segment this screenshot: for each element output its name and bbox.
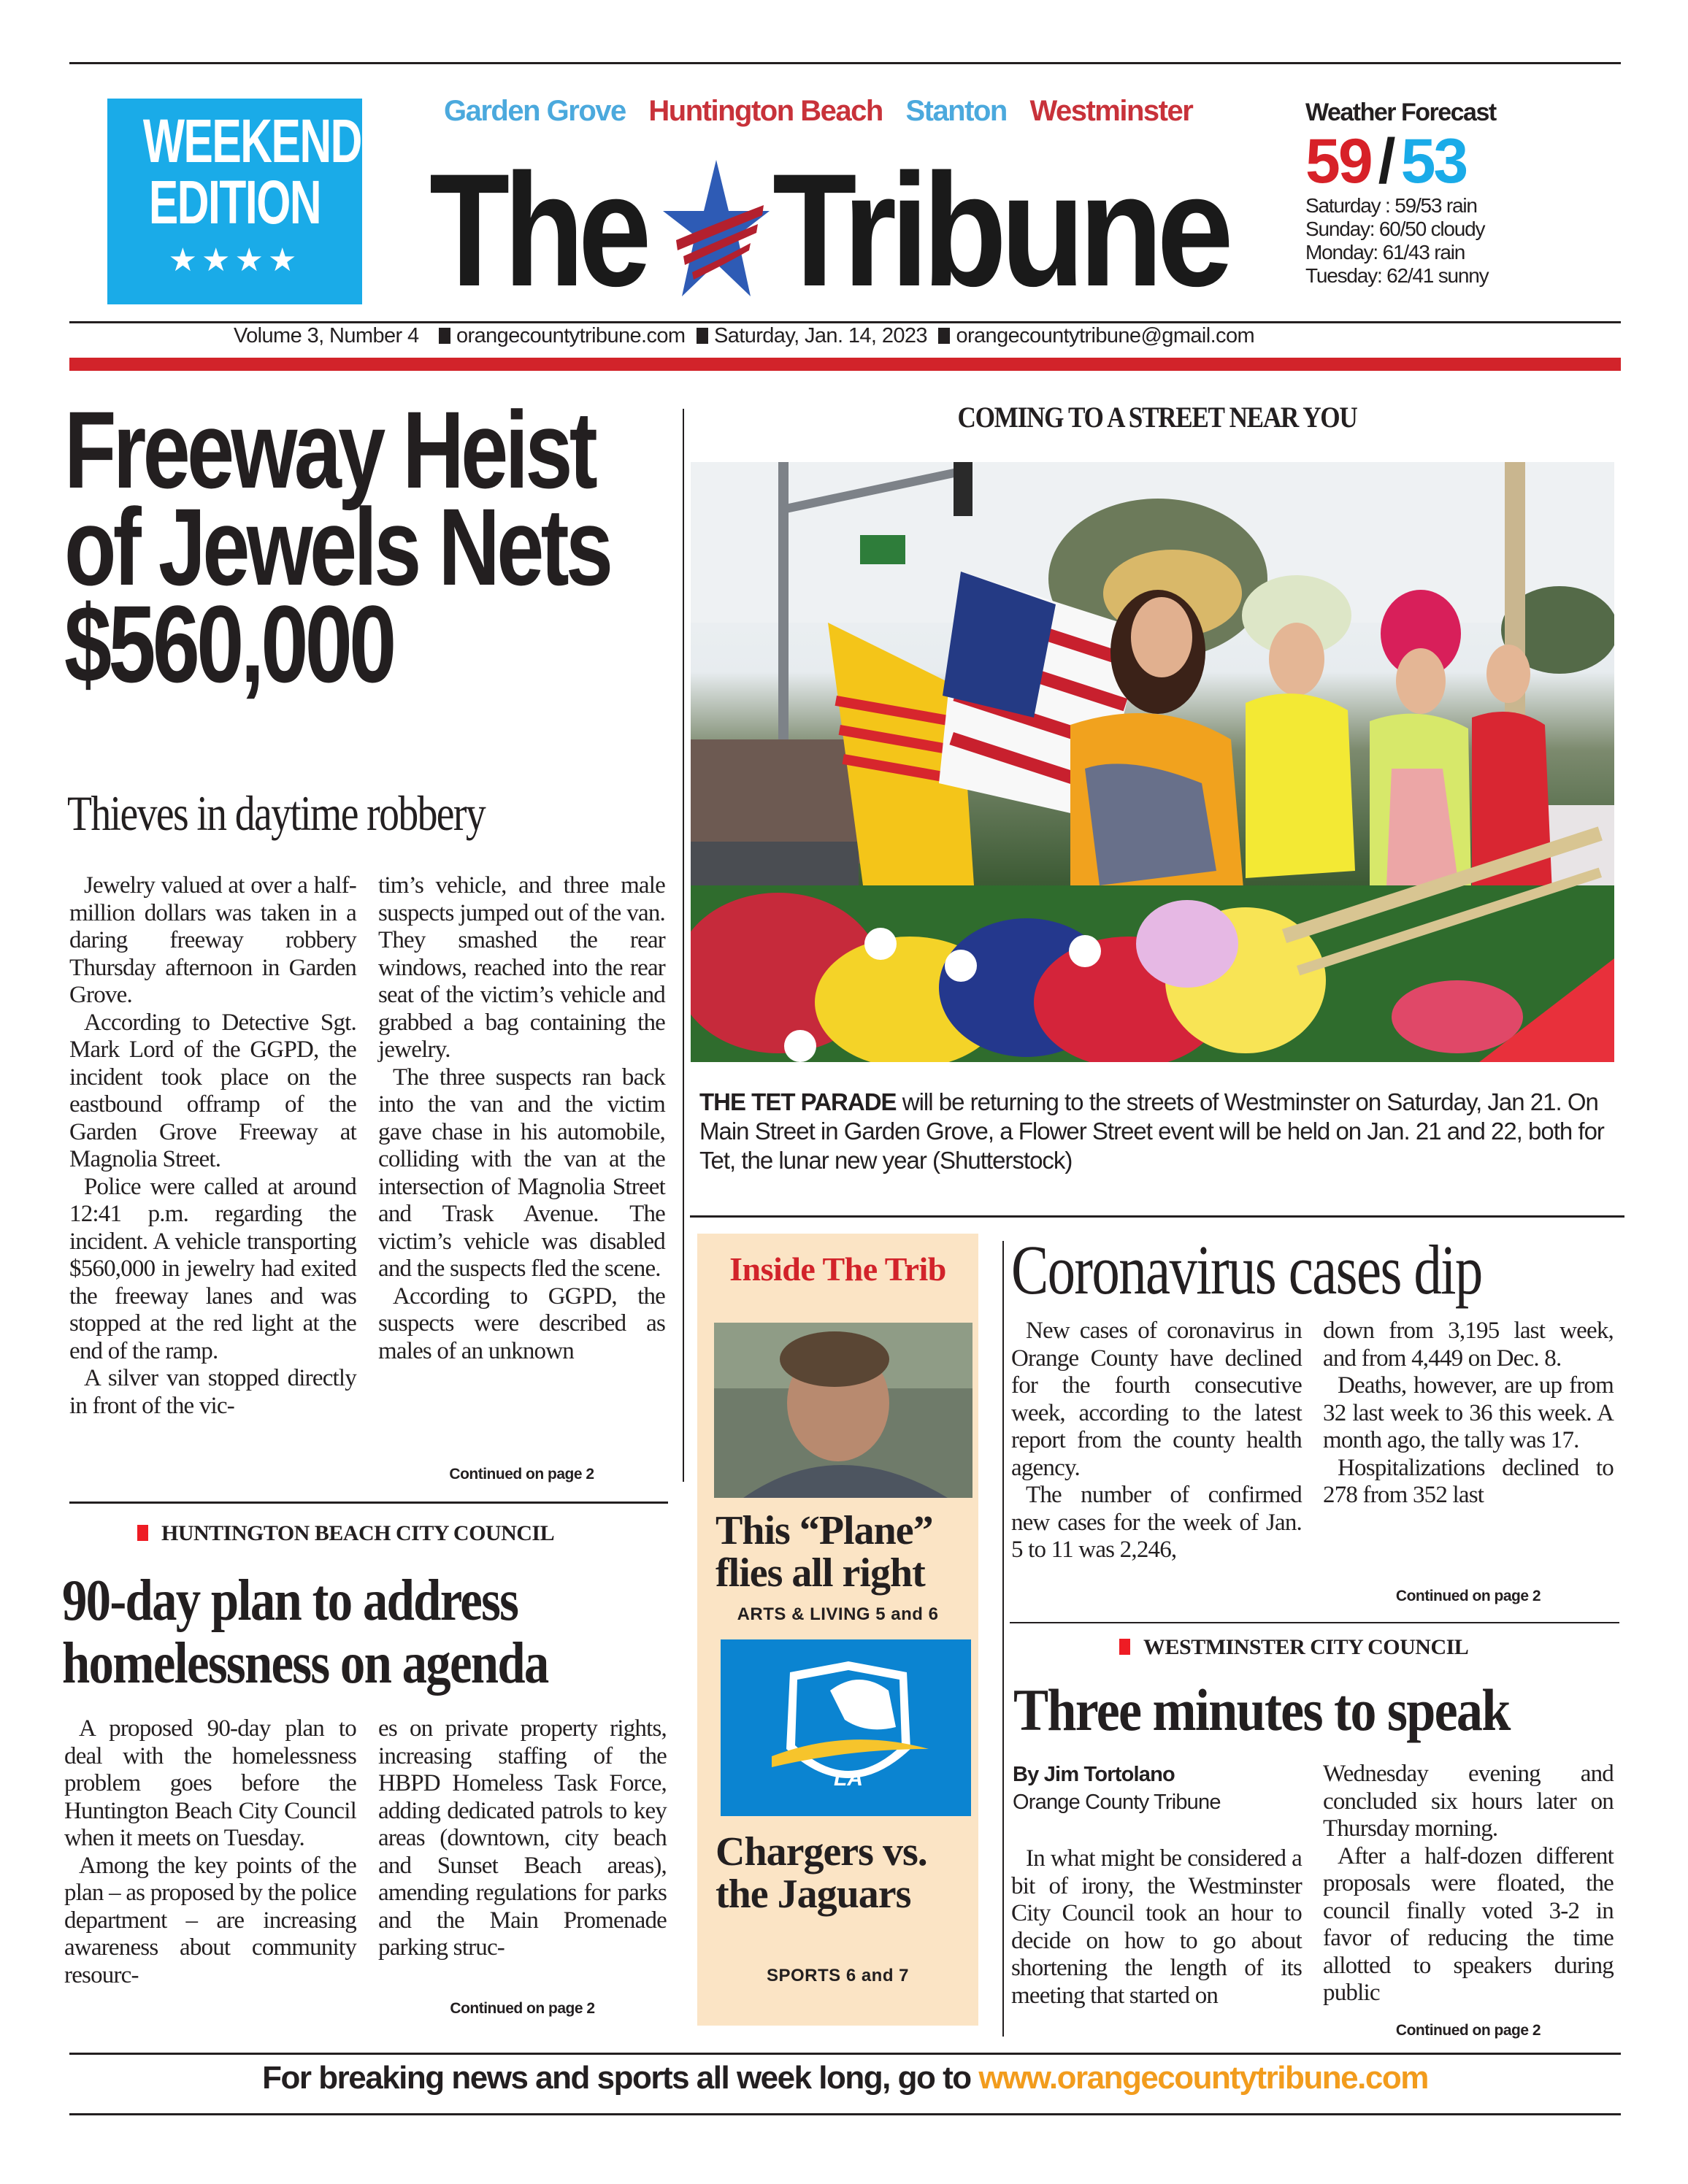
city-westminster: Westminster [1029,95,1193,127]
lead-story-col-2 [378,872,665,1365]
city-garden-grove: Garden Grove [444,95,626,127]
weather-day: Sunday: 60/50 cloudy [1305,218,1485,240]
lead-deck: Thieves in daytime robbery [67,785,486,841]
logo-la-text: LA [834,1766,863,1791]
weather-low: 53 [1400,126,1467,196]
westminster-story-col-1 [1011,1845,1302,2010]
top-rule [69,62,1621,64]
paragraph: A silver van stopped directly in front of the vic- [69,1365,356,1419]
weather-temps [1305,128,1597,194]
covid-story-col-1 [1011,1318,1302,1564]
weather-title: Weather Forecast [1305,99,1496,126]
badge-line-2: EDITION [148,168,321,237]
footer-top-rule [69,2053,1621,2055]
westminster-headline: Three minutes to speak [1013,1677,1510,1743]
photo-caption [699,1088,1619,1175]
byline [1013,1761,1305,1816]
headline-line: the Jaguars [716,1872,911,1917]
continued-link[interactable]: Continued on page 2 [450,2000,595,2017]
issue-date: Saturday, Jan. 14, 2023 [713,324,927,347]
caption-text: will be returning to the streets of Westminster on Saturday, Jan 21. On Main Street in Garden Grove, a Flower Street event will be held on Jan. 21 and 22, both for Tet, the lunar new year (Shutterstock) [699,1088,1604,1174]
logo-tribune: Tribune [772,140,1228,320]
parade-image [691,462,1614,1062]
inside-item-1-section[interactable]: ARTS & LIVING 5 and 6 [737,1604,939,1624]
masthead-rule [69,321,1621,323]
headline-line: homelessness on agenda [62,1631,548,1696]
covid-story-col-2 [1323,1318,1614,1510]
byline-author: By Jim Tortolano [1013,1763,1175,1786]
inside-the-trib-box [697,1234,978,2026]
inside-item-1-headline[interactable] [716,1510,933,1594]
vertical-divider [683,409,684,1482]
lead-headline-line: of Jewels Nets [64,485,610,608]
chargers-shield-icon [721,1639,971,1816]
weekend-edition-badge [107,99,362,304]
westminster-story-col-2 [1323,1761,1614,2007]
red-square-icon [1119,1639,1130,1655]
hb-story-col-2 [378,1715,667,1962]
paragraph: The three suspects ran back into the van and the victim gave chase in his automobile, colliding with the van at the intersection of Magnolia Street and Trask Avenue. The victim’s vehicle was disabled and the suspects fled the scene. [378,1064,665,1282]
photo-label: COMING TO A STREET NEAR YOU [957,401,1357,434]
lead-headline-line: $560,000 [64,582,394,705]
byline-affiliation: Orange County Tribune [1013,1791,1221,1814]
movie-still-photo[interactable] [714,1323,972,1498]
headline-line: flies all right [716,1550,925,1596]
paragraph: Deaths, however, are up from 32 last week to 36 this week. A month ago, the tally was 17. [1323,1372,1614,1453]
lead-story-col-1 [69,872,356,1420]
section-rule [69,1502,668,1504]
continued-link[interactable]: Continued on page 2 [449,1466,594,1483]
volume-number: Volume 3, Number 4 [234,324,419,347]
vertical-divider [1002,1241,1004,2037]
paragraph: After a half-dozen different proposals were floated, the council finally voted 3-2 in favor of reducing the time allotted to speakers during public [1323,1842,1614,2006]
paragraph: Police were called at around 12:41 p.m. regarding the incident. A vehicle transporting $560,000 in jewelry had exited the freeway lanes and was stopped at the red light at the end of the ramp. [69,1173,356,1364]
city-stanton: Stanton [905,95,1007,127]
newspaper-logo [429,140,1254,320]
paragraph: Hospitalizations declined to 278 from 352 last [1323,1454,1614,1508]
red-square-icon [137,1525,148,1541]
inside-item-2-section[interactable]: SPORTS 6 and 7 [766,1966,910,1985]
headline-line: Chargers vs. [716,1829,927,1875]
inside-item-2-headline[interactable] [716,1831,927,1915]
continued-link[interactable]: Continued on page 2 [1395,1588,1541,1604]
paragraph: A proposed 90-day plan to deal with the homelessness problem goes before the Huntington Beach City Council when it meets on Tuesday. [64,1715,356,1851]
weather-separator: / [1378,126,1394,196]
lead-headline-line: Freeway Heist [64,388,595,511]
westminster-kicker [1119,1635,1468,1660]
badge-line-1: WEEKEND [142,107,361,175]
weather-forecast [1305,99,1597,288]
section-rule [1010,1622,1619,1623]
paragraph: According to GGPD, the suspects were described as males of an unknown [378,1283,665,1364]
paragraph: tim’s vehicle, and three male suspects jumped out of the van. They smashed the rear windows, reached into the rear seat of the victim’s vehicle and grabbed a bag containing the jewelry. [378,872,665,1063]
paragraph: According to Detective Sgt. Mark Lord of the GGPD, the incident took place on the eastbound offramp of the Garden Grove Freeway at Magnolia Street. [69,1009,356,1172]
paragraph: The number of confirmed new cases for the week of Jan. 5 to 11 was 2,246, [1011,1482,1302,1563]
square-bullet-icon [938,328,950,344]
chargers-logo[interactable] [721,1639,971,1816]
email-link[interactable]: orangecountytribune@gmail.com [956,324,1255,347]
paragraph: Jewelry valued at over a half-million dollars was taken in a daring freeway robbery Thursday afternoon in Garden Grove. [69,872,356,1008]
city-list [444,95,1240,128]
paragraph: Wednesday evening and concluded six hours later on Thursday morning. [1323,1761,1614,1842]
caption-lead: THE TET PARADE [699,1088,897,1115]
hb-kicker [137,1521,554,1546]
footer-url-link[interactable]: www.orangecountytribune.com [978,2060,1428,2096]
weather-day: Monday: 61/43 rain [1305,241,1465,264]
inside-title: Inside The Trib [729,1250,946,1288]
square-bullet-icon [439,328,450,344]
paragraph: es on private property rights, increasing staffing of the HBPD Homeless Task Force, adding dedicated patrols to key areas (downtown, city beach and Sunset Beach areas), amending regulations for parks and the Main Promenade parking struc- [378,1715,667,1961]
footer-text: For breaking news and sports all week long, go to [262,2060,979,2096]
footer-promo [69,2060,1621,2096]
weather-high: 59 [1305,126,1371,196]
lead-headline [64,388,610,705]
paragraph: New cases of coronavirus in Orange County have declined for the fourth consecutive week, according to the latest report from the county health agency. [1011,1318,1302,1481]
weather-day: Saturday : 59/53 rain [1305,194,1477,217]
city-huntington-beach: Huntington Beach [648,95,883,127]
hb-headline [62,1569,548,1695]
kicker-text: WESTMINSTER CITY COUNCIL [1143,1635,1469,1659]
website-link[interactable]: orangecountytribune.com [456,324,686,347]
star-icon [661,154,771,300]
section-rule [690,1215,1624,1218]
paragraph: down from 3,195 last week, and from 4,449 on Dec. 8. [1323,1318,1614,1372]
headline-line: This “Plane” [716,1508,933,1553]
red-divider-bar [69,358,1621,371]
hb-story-col-1 [64,1715,356,1989]
paragraph: Among the key points of the plan – as proposed by the police department – are increasing awareness about community resourc- [64,1852,356,1988]
square-bullet-icon [697,328,708,344]
weather-day: Tuesday: 62/41 sunny [1305,264,1489,287]
kicker-text: HUNTINGTON BEACH CITY COUNCIL [161,1521,555,1545]
headline-line: 90-day plan to address [62,1569,518,1633]
tet-parade-photo [691,462,1614,1062]
logo-the: The [429,140,646,320]
covid-headline: Coronavirus cases dip [1011,1231,1482,1309]
info-bar [234,324,1475,348]
paragraph: In what might be considered a bit of irony, the Westminster City Council took an hour to decide on how to go about shortening the length of its meeting that started on [1011,1845,1302,2009]
footer-bottom-rule [69,2113,1621,2115]
badge-stars-icon: ★★★★ [168,242,302,279]
continued-link[interactable]: Continued on page 2 [1395,2022,1541,2039]
